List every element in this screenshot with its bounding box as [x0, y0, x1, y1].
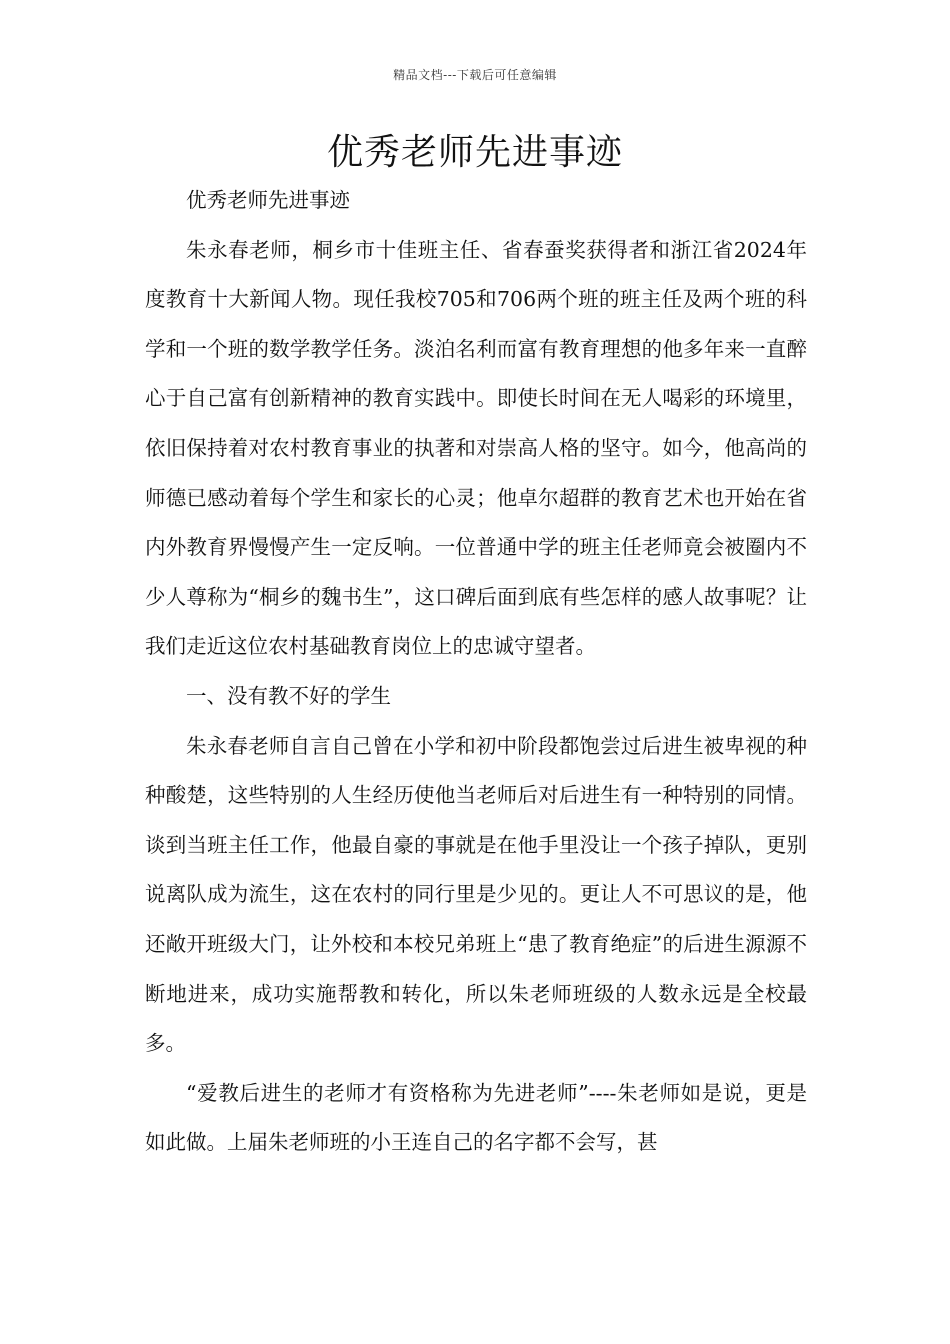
header-note: 精品文档---下载后可任意编辑: [393, 68, 557, 82]
paragraph-section-one: 朱永春老师自言自己曾在小学和初中阶段都饱尝过后进生被卑视的种种酸楚，这些特别的人生经历使他当老师后对后进生有一种特别的同情。谈到当班主任工作，他最自豪的事就是在他手里没让一个孩子掉队，更别说离队成为流生，这在农村的同行里是少见的。更让人不可思议的是，他还敞开班级大门，让外校和本校兄弟班上“患了教育绝症”的后进生源源不断地进来，成功实施帮教和转化，所以朱老师班级的人数永远是全校最多。: [145, 733, 807, 1056]
paragraph-quote: “爱教后进生的老师才有资格称为先进老师”----朱老师如是说，更是如此做。上届朱老师班的小王连自己的名字都不会写，甚: [145, 1080, 807, 1155]
paragraph-intro: 朱永春老师，桐乡市十佳班主任、省春蚕奖获得者和浙江省2024年度教育十大新闻人物。现任我校705和706两个班的班主任及两个班的科学和一个班的数学教学任务。淡泊名利而富有教育理想的他多年来一直醉心于自己富有创新精神的教育实践中。即使长时间在无人喝彩的环境里，依旧保持着对农村教育事业的执著和对崇高人格的坚守。如今，他高尚的师德已感动着每个学生和家长的心灵；他卓尔超群的教育艺术也开始在省内外教育界慢慢产生一定反响。一位普通中学的班主任老师竟会被圈内不少人尊称为“桐乡的魏书生”，这口碑后面到底有些怎样的感人故事呢？让我们走近这位农村基础教育岗位上的忠诚守望者。: [145, 237, 807, 659]
paragraph-subtitle: 优秀老师先进事迹: [186, 188, 350, 212]
section-heading: 一、没有教不好的学生: [186, 683, 391, 708]
document-body: [145, 176, 807, 1168]
document-title: 优秀老师先进事迹: [326, 132, 623, 173]
